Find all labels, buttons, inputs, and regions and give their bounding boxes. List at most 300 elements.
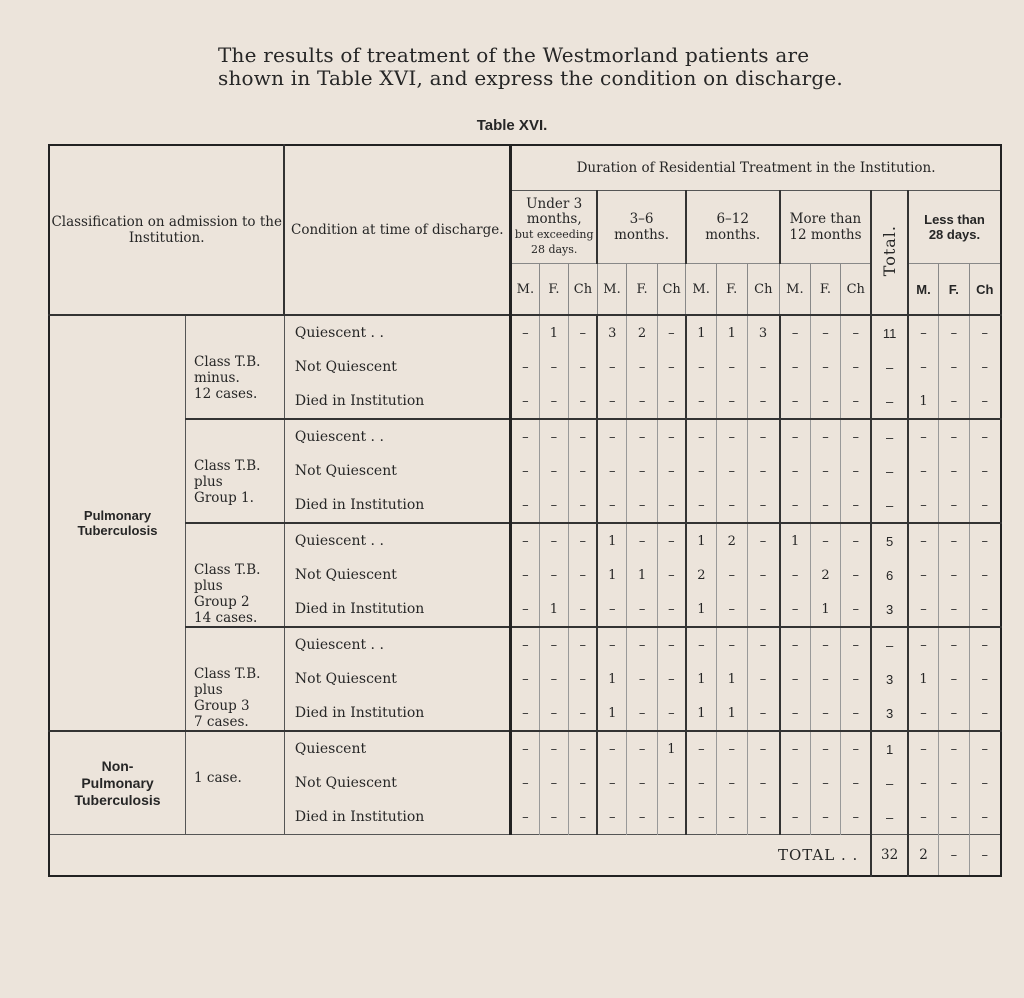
table-cell: – (871, 488, 908, 523)
table-cell: 1 (597, 662, 627, 696)
table-cell: – (747, 731, 780, 766)
m612-line1: 6–12 (716, 211, 749, 227)
table-cell: – (810, 731, 841, 766)
table-cell: – (627, 800, 658, 835)
table-cell: – (871, 766, 908, 800)
table-cell: – (657, 384, 686, 419)
sub-header-m: M. (511, 264, 540, 316)
table-cell: – (747, 696, 780, 731)
table-cell: – (841, 419, 872, 454)
table-cell: – (810, 454, 841, 488)
condition-label: Not Quiescent (294, 567, 397, 583)
non-pulmonary-label-line: Pulmonary (81, 774, 154, 791)
table-cell: – (969, 384, 1001, 419)
table-cell: – (627, 627, 658, 662)
table-cell: – (511, 419, 540, 454)
class-label-line: minus. (194, 370, 240, 386)
table-cell: – (511, 384, 540, 419)
table-cell: – (657, 558, 686, 592)
table-cell: – (569, 766, 598, 800)
table-cell: 3 (871, 662, 908, 696)
condition-label: Died in Institution (294, 601, 425, 617)
table-cell: – (841, 558, 872, 592)
class-label-line: Class T.B. (194, 666, 261, 682)
table-cell: 11 (871, 315, 908, 350)
table-cell: – (969, 454, 1001, 488)
total-less28-f: – (939, 835, 970, 877)
sub-header-m: M. (780, 264, 811, 316)
condition-cell (284, 800, 510, 835)
sub-header-m: M. (908, 264, 939, 316)
table-cell: – (569, 558, 598, 592)
sub-header-ch: Ch (747, 264, 780, 316)
table-cell: – (511, 662, 540, 696)
table-cell: – (969, 731, 1001, 766)
table-cell: – (908, 766, 939, 800)
class-label-line: Class T.B. (194, 562, 261, 578)
table-cell: – (939, 800, 970, 835)
table-cell: – (686, 488, 717, 523)
table-cell: – (939, 696, 970, 731)
table-cell: – (810, 662, 841, 696)
class-label (186, 627, 285, 731)
table-cell: – (969, 419, 1001, 454)
table-cell: – (939, 488, 970, 523)
pulmonary-label (49, 315, 186, 731)
table-cell: – (939, 350, 970, 384)
classification-header: Classification on admission to the Institution. (49, 145, 284, 315)
duration-header: Duration of Residential Treatment in the Institution. (511, 145, 1001, 191)
under3-header (511, 191, 598, 264)
sub-header-f: F. (716, 264, 747, 316)
less28-line1: Less than (924, 212, 985, 227)
under3-line3: but exceeding (514, 228, 594, 241)
condition-label: Died in Institution (294, 393, 425, 409)
table-cell: – (539, 558, 569, 592)
table-cell: – (716, 384, 747, 419)
table-cell: – (511, 488, 540, 523)
more12-line2: 12 months (789, 227, 862, 243)
table-cell: – (747, 558, 780, 592)
table-cell: 2 (686, 558, 717, 592)
table-cell: – (841, 350, 872, 384)
table-cell: 1 (716, 315, 747, 350)
table-cell: – (969, 523, 1001, 558)
table-title: Table XVI. (476, 117, 548, 134)
sub-header-ch: Ch (969, 264, 1001, 316)
table-cell: – (810, 523, 841, 558)
m36-header (597, 191, 686, 264)
table-cell: – (810, 800, 841, 835)
table-cell: – (716, 800, 747, 835)
table-cell: – (539, 800, 569, 835)
total-header (871, 191, 908, 316)
table-cell: – (716, 592, 747, 627)
total-header-text: Total. (880, 224, 900, 277)
table-cell: – (511, 523, 540, 558)
table-cell: – (627, 523, 658, 558)
table-cell: – (716, 766, 747, 800)
condition-cell (284, 696, 510, 731)
table-cell: – (627, 731, 658, 766)
table-cell: 3 (871, 696, 908, 731)
table-cell: 5 (871, 523, 908, 558)
condition-cell (284, 558, 510, 592)
table-cell: – (810, 696, 841, 731)
table-cell: – (569, 731, 598, 766)
table-cell: – (657, 350, 686, 384)
class-label (186, 419, 285, 523)
pulmonary-label-line: Tuberculosis (77, 523, 158, 538)
table-cell: 1 (539, 592, 569, 627)
condition-label: Died in Institution (294, 705, 425, 721)
table-cell: – (871, 384, 908, 419)
table-cell: – (716, 731, 747, 766)
table-cell: – (841, 523, 872, 558)
sub-header-f: F. (810, 264, 841, 316)
table-cell: 6 (871, 558, 908, 592)
table-cell: – (908, 454, 939, 488)
table-cell: – (627, 766, 658, 800)
table-cell: 1 (686, 696, 717, 731)
table-cell: 1 (597, 523, 627, 558)
condition-label: Quiescent . . (294, 637, 384, 653)
table-cell: – (597, 800, 627, 835)
table-cell: – (511, 350, 540, 384)
table-cell: – (657, 315, 686, 350)
sub-header-f: F. (627, 264, 658, 316)
table-cell: – (871, 350, 908, 384)
table-cell: 1 (657, 731, 686, 766)
table-cell: – (627, 454, 658, 488)
table-cell: – (969, 315, 1001, 350)
table-cell: – (539, 350, 569, 384)
table-cell: – (810, 350, 841, 384)
table-cell: – (569, 696, 598, 731)
table-cell: – (747, 766, 780, 800)
table-cell: 1 (686, 315, 717, 350)
table-cell: – (597, 350, 627, 384)
class-label-line: plus (194, 474, 223, 490)
table-cell: – (569, 350, 598, 384)
table-cell: – (780, 731, 811, 766)
table-cell: – (657, 592, 686, 627)
condition-label: Quiescent (294, 741, 367, 757)
condition-label: Not Quiescent (294, 671, 397, 687)
table-cell: 3 (871, 592, 908, 627)
condition-label: Not Quiescent (294, 463, 397, 479)
m36-line2: months. (614, 227, 670, 243)
table-cell: – (969, 766, 1001, 800)
condition-cell (284, 523, 510, 558)
table-cell: – (908, 315, 939, 350)
table-cell: – (747, 419, 780, 454)
table-cell: 1 (810, 592, 841, 627)
table-cell: – (686, 766, 717, 800)
table-cell: – (539, 731, 569, 766)
table-cell: – (716, 419, 747, 454)
table-cell: – (597, 627, 627, 662)
table-cell: – (939, 731, 970, 766)
table-cell: – (686, 731, 717, 766)
table-cell: 1 (780, 523, 811, 558)
table-cell: – (657, 419, 686, 454)
table-cell: – (747, 627, 780, 662)
condition-label: Quiescent . . (294, 429, 384, 445)
table-cell: 1 (686, 523, 717, 558)
table-cell: – (657, 454, 686, 488)
table-cell: – (539, 766, 569, 800)
table-cell: – (657, 523, 686, 558)
condition-cell (284, 315, 510, 350)
table-cell: – (780, 662, 811, 696)
table-cell: – (539, 419, 569, 454)
table-cell: – (810, 627, 841, 662)
table-cell: – (908, 419, 939, 454)
table-cell: – (716, 558, 747, 592)
table-cell: – (969, 696, 1001, 731)
table-cell: – (969, 558, 1001, 592)
less28-line2: 28 days. (928, 227, 981, 242)
more12-line1: More than (789, 211, 862, 227)
table-cell: – (780, 592, 811, 627)
condition-label: Not Quiescent (294, 359, 397, 375)
class-label-line: 14 cases. (194, 610, 258, 626)
table-cell: – (539, 384, 569, 419)
table-cell: – (939, 523, 970, 558)
table-cell: – (686, 627, 717, 662)
class-label-line: 1 case. (194, 770, 242, 786)
table-cell: – (569, 662, 598, 696)
table-row (49, 419, 1001, 454)
table-cell: – (747, 523, 780, 558)
results-table (48, 144, 1002, 877)
table-cell: – (627, 419, 658, 454)
table-cell: – (597, 592, 627, 627)
condition-label: Died in Institution (294, 809, 425, 825)
condition-cell (284, 766, 510, 800)
class-label (186, 731, 285, 835)
m612-header (686, 191, 780, 264)
table-cell: – (597, 419, 627, 454)
condition-cell (284, 384, 510, 419)
class-label-line: Group 3 (194, 698, 250, 714)
sub-header-ch: Ch (657, 264, 686, 316)
table-row (49, 523, 1001, 558)
condition-label: Not Quiescent (294, 775, 397, 791)
table-cell: – (511, 696, 540, 731)
total-less28-ch: – (969, 835, 1001, 877)
table-cell: – (539, 696, 569, 731)
table-cell: – (686, 454, 717, 488)
table-cell: – (780, 627, 811, 662)
table-cell: – (780, 350, 811, 384)
table-cell: 1 (871, 731, 908, 766)
class-label (186, 315, 285, 419)
condition-cell (284, 350, 510, 384)
total-total: 32 (871, 835, 908, 877)
table-cell: – (841, 384, 872, 419)
under3-line2: months, (526, 211, 582, 227)
sub-header-ch: Ch (569, 264, 598, 316)
condition-label: Quiescent . . (294, 325, 384, 341)
table-cell: – (747, 454, 780, 488)
non-pulmonary-label (49, 731, 186, 835)
table-cell: – (780, 419, 811, 454)
table-cell: – (686, 350, 717, 384)
intro-paragraph: The results of treatment of the Westmorland patients are shown in Table XVI, and express the condition on discharge. (218, 43, 843, 90)
table-row (49, 731, 1001, 766)
table-cell: – (939, 315, 970, 350)
condition-cell (284, 731, 510, 766)
table-cell: – (511, 766, 540, 800)
table-cell: – (939, 384, 970, 419)
table-cell: – (908, 523, 939, 558)
table-cell: – (569, 592, 598, 627)
table-cell: – (569, 384, 598, 419)
table-cell: – (908, 800, 939, 835)
condition-label: Quiescent . . (294, 533, 384, 549)
table-cell: – (908, 627, 939, 662)
table-cell: – (969, 592, 1001, 627)
table-cell: 1 (686, 592, 717, 627)
table-cell: – (841, 488, 872, 523)
table-cell: – (939, 558, 970, 592)
class-label (186, 523, 285, 627)
table-cell: 1 (716, 696, 747, 731)
table-cell: – (686, 384, 717, 419)
condition-header: Condition at time of discharge. (284, 145, 510, 315)
table-cell: – (569, 419, 598, 454)
table-cell: – (511, 558, 540, 592)
m612-line2: months. (705, 227, 761, 243)
table-cell: – (657, 696, 686, 731)
table-cell: – (939, 454, 970, 488)
table-cell: – (841, 731, 872, 766)
table-cell: – (597, 488, 627, 523)
table-cell: – (569, 800, 598, 835)
class-label-line: plus (194, 578, 223, 594)
table-cell: – (539, 488, 569, 523)
table-cell: – (939, 419, 970, 454)
class-label-line: Class T.B. (194, 458, 261, 474)
table-cell: – (657, 766, 686, 800)
condition-label: Died in Institution (294, 497, 425, 513)
table-cell: – (871, 627, 908, 662)
table-cell: 1 (627, 558, 658, 592)
table-cell: – (810, 384, 841, 419)
table-cell: – (627, 488, 658, 523)
table-cell: – (810, 315, 841, 350)
table-cell: – (969, 800, 1001, 835)
table-cell: 2 (716, 523, 747, 558)
table-cell: – (871, 800, 908, 835)
table-cell: – (716, 488, 747, 523)
table-cell: – (908, 696, 939, 731)
table-cell: – (747, 662, 780, 696)
table-cell: – (569, 488, 598, 523)
table-cell: – (716, 454, 747, 488)
table-cell: – (780, 384, 811, 419)
table-cell: – (969, 662, 1001, 696)
sub-header-f: F. (539, 264, 569, 316)
condition-cell (284, 488, 510, 523)
class-label-line: plus (194, 682, 223, 698)
table-cell: – (716, 627, 747, 662)
total-less28-m: 2 (908, 835, 939, 877)
table-cell: – (841, 315, 872, 350)
table-cell: – (511, 627, 540, 662)
table-cell: – (569, 627, 598, 662)
table-cell: 1 (539, 315, 569, 350)
table-cell: 1 (716, 662, 747, 696)
pulmonary-label-line: Pulmonary (83, 508, 152, 523)
condition-cell (284, 592, 510, 627)
class-label-line: Class T.B. (194, 354, 261, 370)
table-cell: – (511, 800, 540, 835)
table-cell: 1 (908, 384, 939, 419)
m36-line1: 3–6 (629, 211, 654, 227)
table-cell: – (871, 454, 908, 488)
table-cell: – (841, 627, 872, 662)
table-cell: – (539, 662, 569, 696)
table-cell: 1 (686, 662, 717, 696)
table-cell: – (780, 488, 811, 523)
table-cell: – (511, 315, 540, 350)
table-cell: – (841, 454, 872, 488)
condition-cell (284, 662, 510, 696)
table-cell: – (511, 731, 540, 766)
table-cell: – (841, 696, 872, 731)
condition-cell (284, 419, 510, 454)
table-cell: – (908, 592, 939, 627)
table-cell: – (747, 592, 780, 627)
more12-header (780, 191, 872, 264)
table-cell: 3 (747, 315, 780, 350)
less28-header (908, 191, 1001, 264)
sub-header-m: M. (686, 264, 717, 316)
table-cell: – (716, 350, 747, 384)
table-cell: 1 (908, 662, 939, 696)
table-cell: – (627, 696, 658, 731)
table-cell: – (597, 384, 627, 419)
sub-header-m: M. (597, 264, 627, 316)
table-cell: – (939, 592, 970, 627)
table-cell: – (939, 627, 970, 662)
table-cell: – (657, 800, 686, 835)
table-cell: – (841, 766, 872, 800)
table-cell: – (780, 558, 811, 592)
table-cell: – (969, 488, 1001, 523)
table-cell: – (597, 731, 627, 766)
table-cell: – (841, 800, 872, 835)
condition-cell (284, 627, 510, 662)
table-cell: – (969, 627, 1001, 662)
table-cell: – (627, 384, 658, 419)
table-cell: – (539, 627, 569, 662)
table-cell: 2 (627, 315, 658, 350)
table-cell: – (511, 592, 540, 627)
table-cell: – (627, 350, 658, 384)
class-label-line: 12 cases. (194, 386, 258, 402)
table-cell: – (908, 350, 939, 384)
class-label-line: 7 cases. (194, 714, 249, 730)
under3-line1: Under 3 (526, 196, 583, 212)
table-row (49, 315, 1001, 350)
table-cell: – (969, 350, 1001, 384)
under3-line4: 28 days. (530, 243, 578, 256)
table-cell: – (569, 315, 598, 350)
